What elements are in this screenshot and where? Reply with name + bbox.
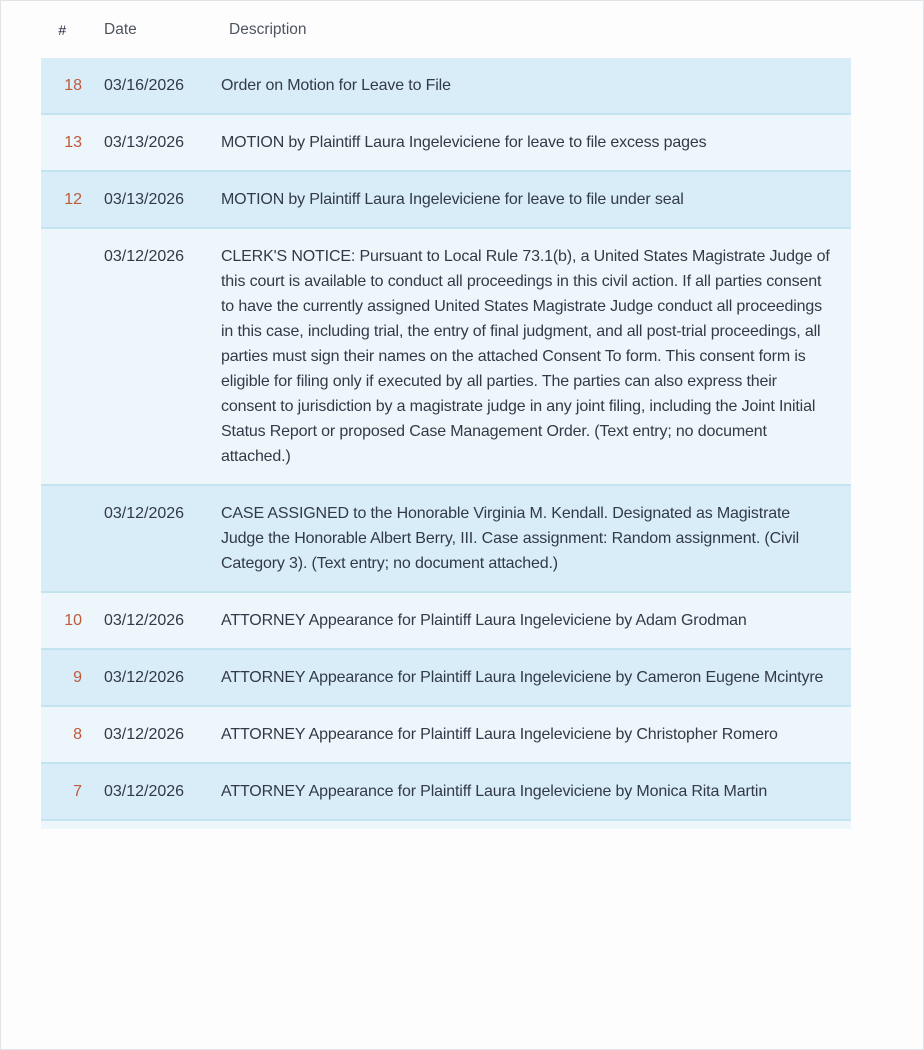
docket-header-row	[41, 1, 851, 58]
entry-date: 03/16/2026	[104, 77, 185, 94]
table-row	[41, 650, 851, 707]
table-row	[41, 764, 851, 821]
entry-date: 03/12/2026	[104, 248, 185, 265]
entry-date: 03/12/2026	[104, 612, 185, 629]
entry-description: ATTORNEY Appearance for Plaintiff Laura Ingeleviciene by Monica Rita Martin	[221, 783, 768, 800]
entry-date: 03/12/2026	[104, 669, 185, 686]
entry-number[interactable]: 9	[73, 669, 82, 686]
column-header-number: #	[58, 21, 66, 38]
entry-description: Order on Motion for Leave to File	[221, 77, 451, 94]
entry-description: ATTORNEY Appearance for Plaintiff Laura Ingeleviciene by Christopher Romero	[221, 726, 778, 743]
entry-description: MOTION by Plaintiff Laura Ingeleviciene for leave to file under seal	[221, 191, 684, 208]
entry-number[interactable]: 12	[64, 191, 82, 208]
entry-date: 03/12/2026	[104, 726, 185, 743]
table-row	[41, 229, 851, 486]
docket-rows	[41, 58, 851, 821]
column-header-description: Description	[229, 20, 307, 38]
entry-number[interactable]: 18	[64, 77, 82, 94]
entry-description: MOTION by Plaintiff Laura Ingeleviciene for leave to file excess pages	[221, 134, 707, 151]
entry-number[interactable]: 13	[64, 134, 82, 151]
next-row-partial	[41, 821, 851, 829]
table-row	[41, 58, 851, 115]
table-row	[41, 593, 851, 650]
table-row	[41, 486, 851, 593]
table-row	[41, 707, 851, 764]
entry-description: CASE ASSIGNED to the Honorable Virginia M. Kendall. Designated as Magistrate Judge the Honorable Albert Berry, III. Case assignment: Random assignment. (Civil Category 3). (Text entry; no document attached.)	[221, 505, 800, 572]
docket-table	[41, 1, 851, 829]
entry-date: 03/13/2026	[104, 134, 185, 151]
entry-description: CLERK'S NOTICE: Pursuant to Local Rule 73.1(b), a United States Magistrate Judge of this court is available to conduct all proceedings in this civil action. If all parties consent to have the currently assigned United States Magistrate Judge conduct all proceedings in this case, including trial, the entry of final judgment, and all post-trial proceedings, all parties must sign their names on the attached Consent To form. This consent form is eligible for filing only if executed by all parties. The parties can also express their consent to jurisdiction by a magistrate judge in any joint filing, including the Joint Initial Status Report or proposed Case Management Order. (Text entry; no document attached.)	[221, 248, 830, 465]
entry-number	[41, 244, 89, 469]
table-row	[41, 172, 851, 229]
entry-number[interactable]: 8	[73, 726, 82, 743]
entry-date: 03/12/2026	[104, 783, 185, 800]
entry-description: ATTORNEY Appearance for Plaintiff Laura Ingeleviciene by Adam Grodman	[221, 612, 747, 629]
entry-number	[41, 501, 89, 576]
entry-date: 03/13/2026	[104, 191, 185, 208]
entry-number[interactable]: 7	[73, 783, 82, 800]
entry-description: ATTORNEY Appearance for Plaintiff Laura Ingeleviciene by Cameron Eugene Mcintyre	[221, 669, 824, 686]
column-header-date: Date	[104, 20, 137, 38]
table-row	[41, 115, 851, 172]
entry-date: 03/12/2026	[104, 505, 185, 522]
entry-number[interactable]: 10	[64, 612, 82, 629]
